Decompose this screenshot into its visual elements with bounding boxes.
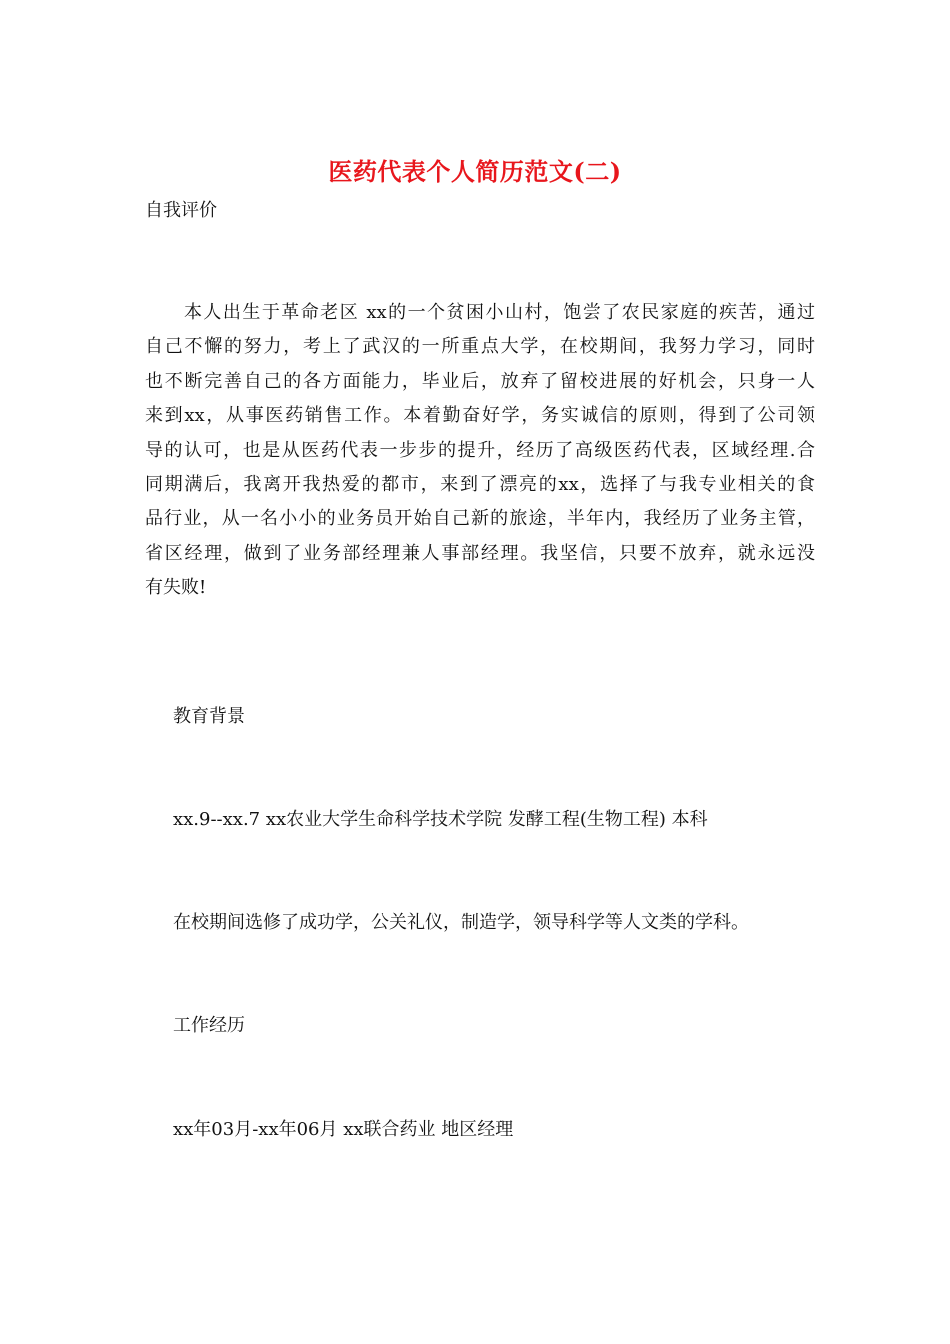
document-title: 医药代表个人简历范文(二) xyxy=(328,157,622,186)
paragraph-line: 来到xx，从事医药销售工作。本着勤奋好学，务实诚信的原则，得到了公司领 xyxy=(145,405,815,427)
paragraph-line: 本人出生于革命老区 xx的一个贫困小山村，饱尝了农民家庭的疾苦，通过 xyxy=(145,302,815,323)
paragraph-line: 导的认可，也是从医药代表一步步的提升，经历了高级医药代表，区域经理.合 xyxy=(145,439,815,461)
paragraph-line: 自己不懈的努力，考上了武汉的一所重点大学，在校期间，我努力学习，同时 xyxy=(145,336,815,358)
education-heading: 教育背景 xyxy=(173,706,245,727)
work-experience-heading: 工作经历 xyxy=(173,1015,245,1036)
paragraph-line: 省区经理，做到了业务部经理兼人事部经理。我坚信，只要不放弃，就永远没 xyxy=(145,542,815,564)
work-experience-entry: xx年03月-xx年06月 xx联合药业 地区经理 xyxy=(173,1119,514,1140)
education-entry: xx.9--xx.7 xx农业大学生命科学技术学院 发酵工程(生物工程) 本科 xyxy=(173,809,708,830)
paragraph-line: 同期满后，我离开我热爱的都市，来到了漂亮的xx，选择了与我专业相关的食 xyxy=(145,473,815,495)
paragraph-line: 也不断完善自己的各方面能力，毕业后，放弃了留校进展的好机会，只身一人 xyxy=(145,370,815,392)
education-note: 在校期间选修了成功学，公关礼仪，制造学，领导科学等人文类的学科。 xyxy=(173,912,749,933)
self-evaluation-paragraph xyxy=(145,300,815,610)
paragraph-line: 品行业，从一名小小的业务员开始自己新的旅途，半年内，我经历了业务主管， xyxy=(145,508,815,530)
self-evaluation-heading: 自我评价 xyxy=(145,200,217,221)
paragraph-line: 有失败! xyxy=(145,577,207,599)
